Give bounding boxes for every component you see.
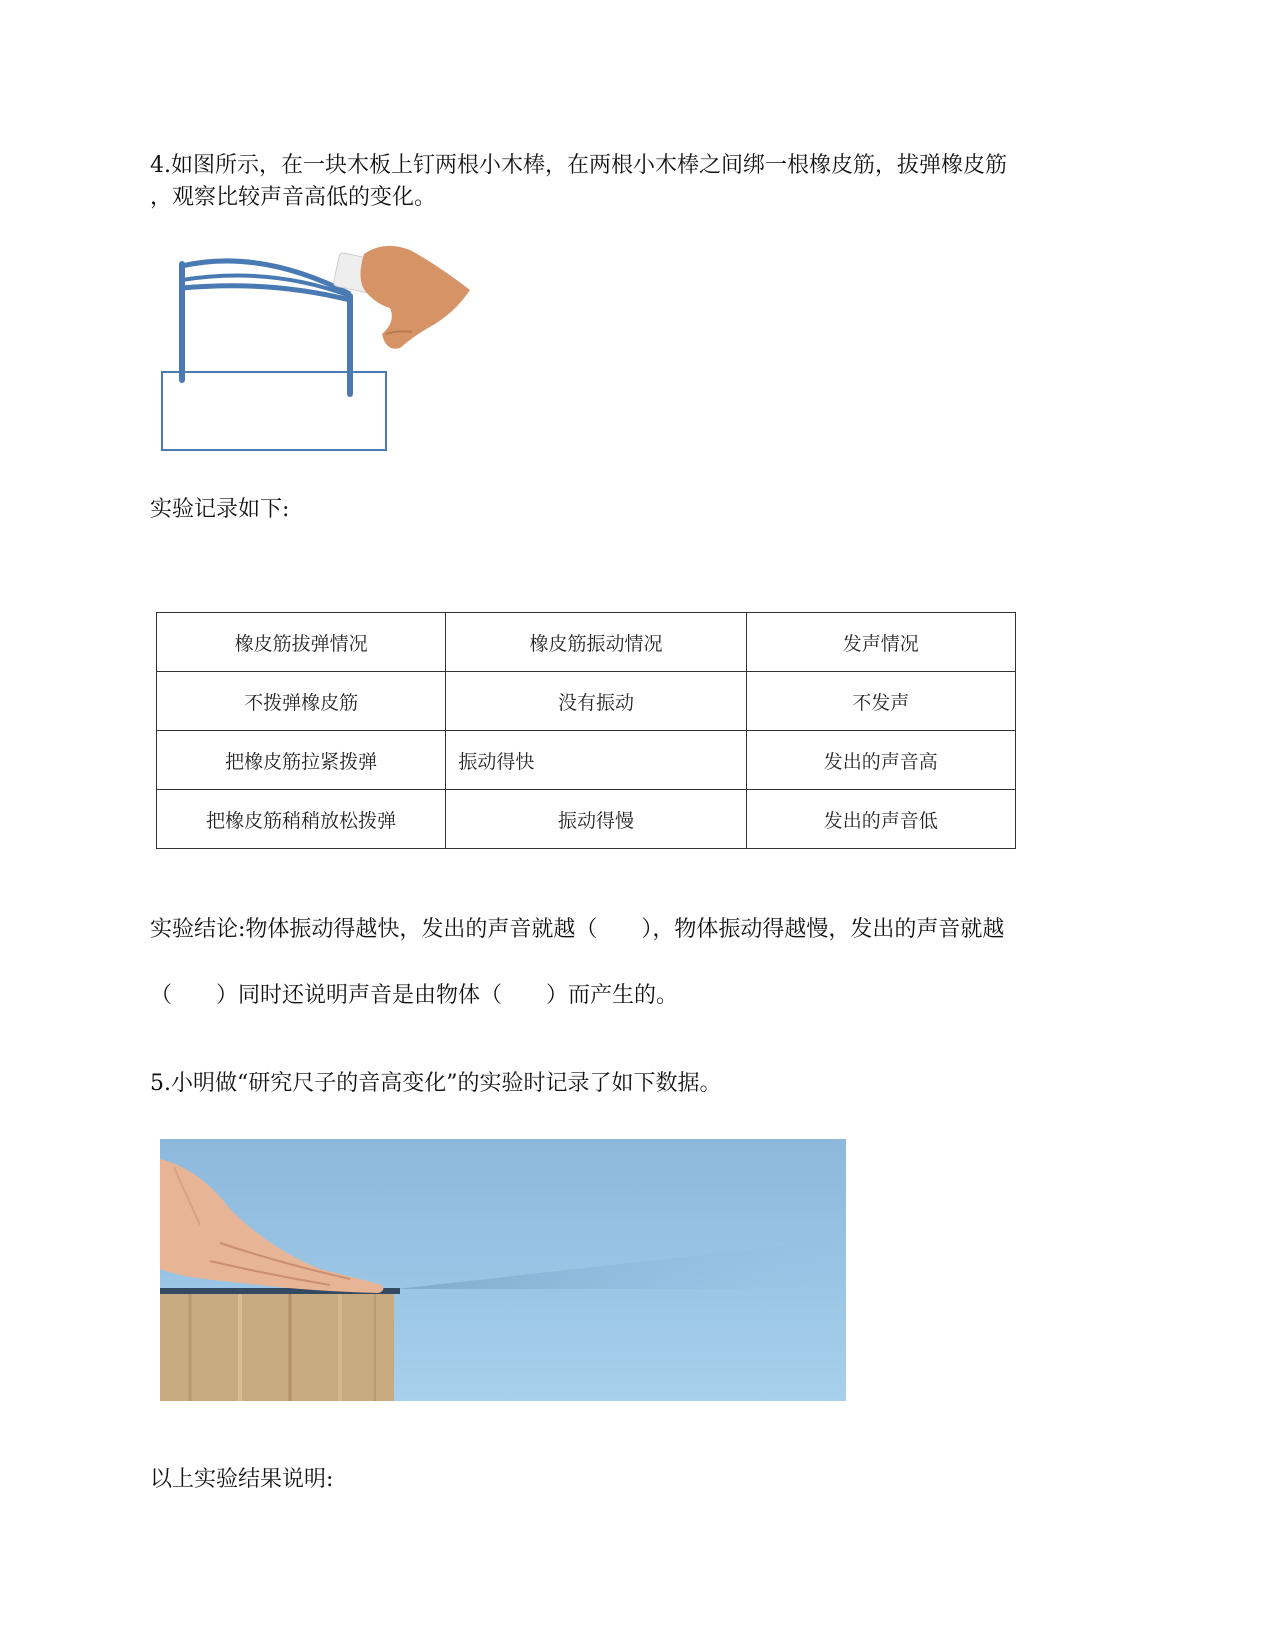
- record-intro: 实验记录如下:: [150, 497, 290, 522]
- table-edge: [160, 1293, 394, 1401]
- result-label: 以上实验结果说明:: [150, 1467, 334, 1492]
- table-cell: 把橡皮筋稍稍放松拨弹: [157, 790, 446, 849]
- q4-line2: ，观察比较声音高低的变化。: [150, 185, 437, 210]
- table-cell: 不拨弹橡皮筋: [157, 672, 446, 731]
- q4-line1: 4.如图所示，在一块木板上钉两根小木棒，在两根小木棒之间绑一根橡皮筋，拔弹橡皮筋: [150, 153, 1007, 178]
- table-cell: 不发声: [746, 672, 1015, 731]
- table-row: [157, 790, 1016, 849]
- header-cell: 橡皮筋拔弹情况: [157, 613, 446, 672]
- table-cell: 发出的声音低: [746, 790, 1015, 849]
- q5-text: 5.小明做“研究尺子的音高变化”的实验时记录了如下数据。: [150, 1071, 722, 1096]
- table-row: [157, 672, 1016, 731]
- header-cell: 发声情况: [746, 613, 1015, 672]
- rubber-band-diagram: [150, 236, 490, 458]
- conclusion-line1: 实验结论:物体振动得越快，发出的声音就越（ ），物体振动得越慢，发出的声音就越: [150, 917, 1005, 942]
- table-header-row: [157, 613, 1016, 672]
- table-cell: 没有振动: [446, 672, 746, 731]
- hand-icon: [333, 246, 470, 349]
- table-cell: 振动得慢: [446, 790, 746, 849]
- table-cell: 振动得快: [446, 731, 746, 790]
- table-cell: 把橡皮筋拉紧拨弹: [157, 731, 446, 790]
- table-row: [157, 731, 1016, 790]
- table-cell: 发出的声音高: [746, 731, 1015, 790]
- conclusion-line2: （ ）同时还说明声音是由物体（ ）而产生的。: [150, 983, 679, 1008]
- header-cell: 橡皮筋振动情况: [446, 613, 746, 672]
- experiment-record-table: [156, 612, 1016, 849]
- ruler-experiment-photo: [160, 1139, 846, 1401]
